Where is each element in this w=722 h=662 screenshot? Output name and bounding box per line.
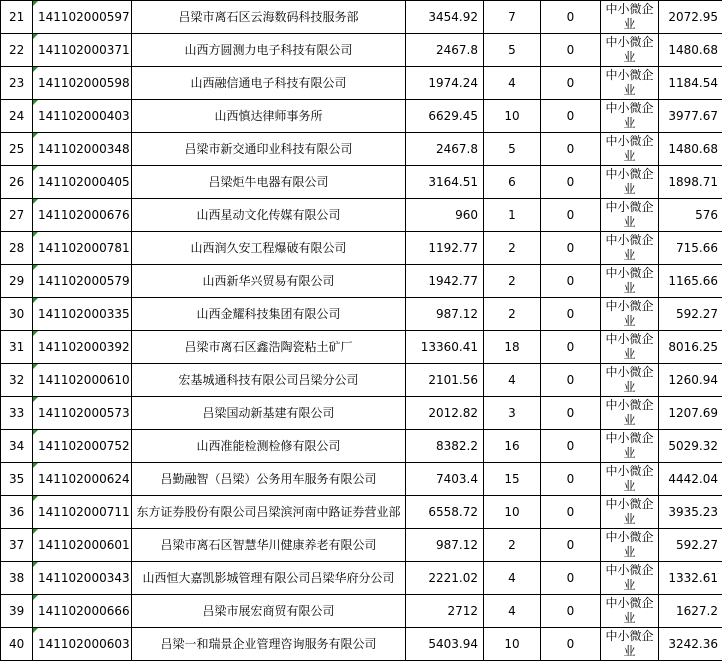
amount-cell[interactable]: 13360.41 [406,331,484,364]
count-cell[interactable]: 5 [484,133,541,166]
zero-cell[interactable]: 0 [541,199,601,232]
value-cell[interactable]: 592.27 [659,529,722,562]
amount-cell[interactable]: 1942.77 [406,265,484,298]
table-row [1,166,722,199]
code-cell[interactable]: 141102000597 [33,1,132,34]
amount-cell[interactable]: 2467.8 [406,34,484,67]
value-cell[interactable]: 5029.32 [659,430,722,463]
company-name-cell[interactable]: 吕梁国动新基建有限公司 [132,397,406,430]
zero-cell[interactable]: 0 [541,562,601,595]
amount-cell[interactable]: 3164.51 [406,166,484,199]
enterprise-type-cell[interactable]: 中小微企业 [601,463,659,496]
count-cell[interactable]: 4 [484,364,541,397]
row-number-cell[interactable]: 28 [1,232,33,265]
row-number-cell[interactable]: 21 [1,1,33,34]
table-row [1,232,722,265]
table-row [1,1,722,34]
zero-cell[interactable]: 0 [541,1,601,34]
value-cell[interactable]: 3935.23 [659,496,722,529]
table-row [1,562,722,595]
code-cell[interactable]: 141102000781 [33,232,132,265]
value-cell[interactable]: 8016.25 [659,331,722,364]
count-cell[interactable]: 2 [484,232,541,265]
table-row [1,595,722,628]
row-number-cell[interactable]: 40 [1,628,33,661]
table-body [1,1,722,661]
table-row [1,67,722,100]
company-name-cell[interactable]: 吕梁市新交通印业科技有限公司 [132,133,406,166]
zero-cell[interactable]: 0 [541,496,601,529]
company-name-cell[interactable]: 吕梁市离石区鑫浩陶瓷粘土矿厂 [132,331,406,364]
zero-cell[interactable]: 0 [541,298,601,331]
enterprise-type-cell[interactable]: 中小微企业 [601,199,659,232]
value-cell[interactable]: 1332.61 [659,562,722,595]
enterprise-type-cell[interactable]: 中小微企业 [601,364,659,397]
value-cell[interactable]: 3242.36 [659,628,722,661]
zero-cell[interactable]: 0 [541,34,601,67]
table-row [1,463,722,496]
code-cell[interactable]: 141102000335 [33,298,132,331]
table-row [1,100,722,133]
value-cell[interactable]: 1207.69 [659,397,722,430]
company-name-cell[interactable]: 吕梁市离石区云海数码科技服务部 [132,1,406,34]
table-row [1,199,722,232]
row-number-cell[interactable]: 36 [1,496,33,529]
amount-cell[interactable]: 987.12 [406,529,484,562]
value-cell[interactable]: 1165.66 [659,265,722,298]
count-cell[interactable]: 15 [484,463,541,496]
code-cell[interactable]: 141102000752 [33,430,132,463]
zero-cell[interactable]: 0 [541,133,601,166]
row-number-cell[interactable]: 29 [1,265,33,298]
enterprise-type-cell[interactable]: 中小微企业 [601,562,659,595]
amount-cell[interactable]: 6629.45 [406,100,484,133]
table-row [1,133,722,166]
row-number-cell[interactable]: 33 [1,397,33,430]
code-cell[interactable]: 141102000624 [33,463,132,496]
table-row [1,298,722,331]
row-number-cell[interactable]: 32 [1,364,33,397]
company-name-cell[interactable]: 山西准能检测检修有限公司 [132,430,406,463]
count-cell[interactable]: 10 [484,496,541,529]
code-cell[interactable]: 141102000598 [33,67,132,100]
count-cell[interactable]: 6 [484,166,541,199]
code-cell[interactable]: 141102000711 [33,496,132,529]
enterprise-type-cell[interactable]: 中小微企业 [601,397,659,430]
table-row [1,364,722,397]
code-cell[interactable]: 141102000601 [33,529,132,562]
zero-cell[interactable]: 0 [541,628,601,661]
enterprise-type-cell[interactable]: 中小微企业 [601,430,659,463]
company-name-cell[interactable]: 山西恒大嘉凯影城管理有限公司吕梁华府分公司 [132,562,406,595]
row-number-cell[interactable]: 25 [1,133,33,166]
count-cell[interactable]: 1 [484,199,541,232]
company-name-cell[interactable]: 山西润久安工程爆破有限公司 [132,232,406,265]
code-cell[interactable]: 141102000573 [33,397,132,430]
amount-cell[interactable]: 2012.82 [406,397,484,430]
value-cell[interactable]: 592.27 [659,298,722,331]
value-cell[interactable]: 1184.54 [659,67,722,100]
zero-cell[interactable]: 0 [541,331,601,364]
enterprise-type-cell[interactable]: 中小微企业 [601,232,659,265]
table-row [1,628,722,661]
table-row [1,265,722,298]
code-cell[interactable]: 141102000666 [33,595,132,628]
row-number-cell[interactable]: 24 [1,100,33,133]
row-number-cell[interactable]: 37 [1,529,33,562]
enterprise-type-cell[interactable]: 中小微企业 [601,34,659,67]
code-cell[interactable]: 141102000371 [33,34,132,67]
company-name-cell[interactable]: 吕梁市离石区智慧华川健康养老有限公司 [132,529,406,562]
amount-cell[interactable]: 5403.94 [406,628,484,661]
amount-cell[interactable]: 1974.24 [406,67,484,100]
table-row [1,331,722,364]
company-name-cell[interactable]: 山西方圆测力电子科技有限公司 [132,34,406,67]
company-name-cell[interactable]: 山西融信通电子科技有限公司 [132,67,406,100]
amount-cell[interactable]: 1192.77 [406,232,484,265]
value-cell[interactable]: 1480.68 [659,34,722,67]
count-cell[interactable]: 16 [484,430,541,463]
code-cell[interactable]: 141102000343 [33,562,132,595]
count-cell[interactable]: 10 [484,628,541,661]
value-cell[interactable]: 1260.94 [659,364,722,397]
company-name-cell[interactable]: 山西慎达律师事务所 [132,100,406,133]
table-row [1,529,722,562]
count-cell[interactable]: 3 [484,397,541,430]
value-cell[interactable]: 576 [659,199,722,232]
zero-cell[interactable]: 0 [541,397,601,430]
code-cell[interactable]: 141102000405 [33,166,132,199]
zero-cell[interactable]: 0 [541,595,601,628]
code-cell[interactable]: 141102000403 [33,100,132,133]
table-row [1,397,722,430]
row-number-cell[interactable]: 34 [1,430,33,463]
enterprise-type-cell[interactable]: 中小微企业 [601,133,659,166]
code-cell[interactable]: 141102000579 [33,265,132,298]
row-number-cell[interactable]: 31 [1,331,33,364]
value-cell[interactable]: 1480.68 [659,133,722,166]
row-number-cell[interactable]: 27 [1,199,33,232]
amount-cell[interactable]: 6558.72 [406,496,484,529]
code-cell[interactable]: 141102000392 [33,331,132,364]
code-cell[interactable]: 141102000348 [33,133,132,166]
row-number-cell[interactable]: 39 [1,595,33,628]
count-cell[interactable]: 4 [484,67,541,100]
company-name-cell[interactable]: 吕勤融智（吕梁）公务用车服务有限公司 [132,463,406,496]
count-cell[interactable]: 2 [484,265,541,298]
value-cell[interactable]: 1627.2 [659,595,722,628]
enterprise-type-cell[interactable]: 中小微企业 [601,1,659,34]
enterprise-type-cell[interactable]: 中小微企业 [601,67,659,100]
amount-cell[interactable]: 2101.56 [406,364,484,397]
enterprise-type-cell[interactable]: 中小微企业 [601,265,659,298]
zero-cell[interactable]: 0 [541,100,601,133]
row-number-cell[interactable]: 22 [1,34,33,67]
table-row [1,496,722,529]
zero-cell[interactable]: 0 [541,67,601,100]
amount-cell[interactable]: 987.12 [406,298,484,331]
count-cell[interactable]: 4 [484,562,541,595]
amount-cell[interactable]: 2712 [406,595,484,628]
enterprise-type-cell[interactable]: 中小微企业 [601,166,659,199]
enterprise-type-cell[interactable]: 中小微企业 [601,595,659,628]
company-name-cell[interactable]: 吕梁市展宏商贸有限公司 [132,595,406,628]
zero-cell[interactable]: 0 [541,463,601,496]
amount-cell[interactable]: 2221.02 [406,562,484,595]
value-cell[interactable]: 715.66 [659,232,722,265]
company-name-cell[interactable]: 山西新华兴贸易有限公司 [132,265,406,298]
row-number-cell[interactable]: 26 [1,166,33,199]
code-cell[interactable]: 141102000676 [33,199,132,232]
enterprise-type-cell[interactable]: 中小微企业 [601,529,659,562]
enterprise-type-cell[interactable]: 中小微企业 [601,628,659,661]
code-cell[interactable]: 141102000603 [33,628,132,661]
zero-cell[interactable]: 0 [541,529,601,562]
amount-cell[interactable]: 2467.8 [406,133,484,166]
company-name-cell[interactable]: 东方证券股份有限公司吕梁滨河南中路证券营业部 [132,496,406,529]
count-cell[interactable]: 7 [484,1,541,34]
count-cell[interactable]: 5 [484,34,541,67]
value-cell[interactable]: 4442.04 [659,463,722,496]
enterprise-type-cell[interactable]: 中小微企业 [601,496,659,529]
count-cell[interactable]: 2 [484,298,541,331]
table-row [1,430,722,463]
row-number-cell[interactable]: 30 [1,298,33,331]
zero-cell[interactable]: 0 [541,364,601,397]
table-row [1,34,722,67]
company-name-cell[interactable]: 山西星动文化传媒有限公司 [132,199,406,232]
code-cell[interactable]: 141102000610 [33,364,132,397]
company-name-cell[interactable]: 山西金耀科技集团有限公司 [132,298,406,331]
zero-cell[interactable]: 0 [541,166,601,199]
amount-cell[interactable]: 3454.92 [406,1,484,34]
row-number-cell[interactable]: 38 [1,562,33,595]
company-name-cell[interactable]: 吕梁一和瑞景企业管理咨询服务有限公司 [132,628,406,661]
zero-cell[interactable]: 0 [541,265,601,298]
row-number-cell[interactable]: 35 [1,463,33,496]
company-name-cell[interactable]: 宏基城通科技有限公司吕梁分公司 [132,364,406,397]
count-cell[interactable]: 2 [484,529,541,562]
count-cell[interactable]: 18 [484,331,541,364]
enterprise-type-cell[interactable]: 中小微企业 [601,100,659,133]
amount-cell[interactable]: 7403.4 [406,463,484,496]
enterprise-type-cell[interactable]: 中小微企业 [601,331,659,364]
value-cell[interactable]: 2072.95 [659,1,722,34]
amount-cell[interactable]: 8382.2 [406,430,484,463]
company-name-cell[interactable]: 吕梁炬牛电器有限公司 [132,166,406,199]
zero-cell[interactable]: 0 [541,430,601,463]
amount-cell[interactable]: 960 [406,199,484,232]
row-number-cell[interactable]: 23 [1,67,33,100]
zero-cell[interactable]: 0 [541,232,601,265]
value-cell[interactable]: 1898.71 [659,166,722,199]
value-cell[interactable]: 3977.67 [659,100,722,133]
count-cell[interactable]: 10 [484,100,541,133]
count-cell[interactable]: 4 [484,595,541,628]
enterprise-type-cell[interactable]: 中小微企业 [601,298,659,331]
